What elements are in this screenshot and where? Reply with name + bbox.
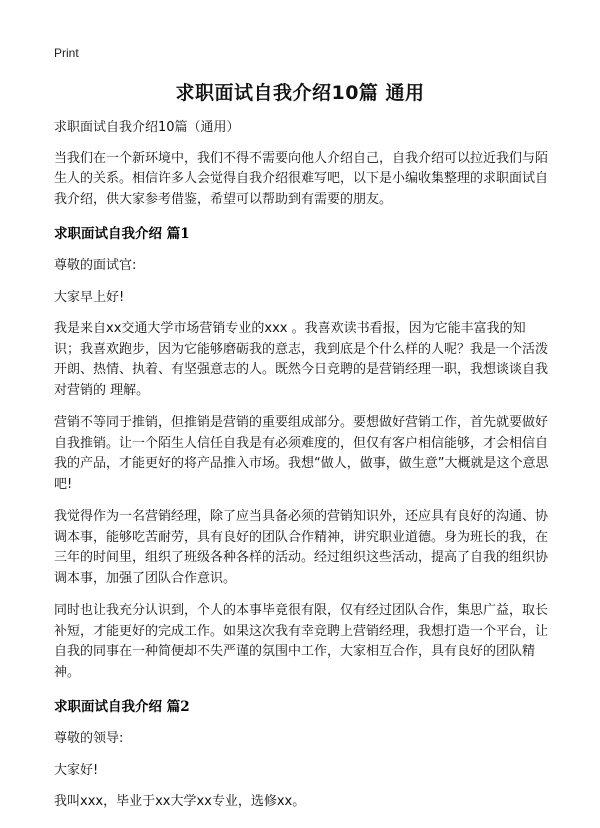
print-label[interactable]: Print — [54, 46, 79, 60]
section2-paragraph-1: 我叫xxx，毕业于xx大学xx专业，选修xx。 — [54, 794, 306, 809]
document-title: 求职面试自我介绍10篇 通用 — [175, 82, 425, 104]
section1-hello: 大家早上好! — [54, 289, 125, 305]
section1-paragraph-3: 我觉得作为一名营销经理，除了应当具备必须的营销知识外，还应具有良好的沟通、协调本事，能够吃苦耐劳，具有良好的团队合作精神，讲究职业道德。身为班长的我，在三年的时间里，组织了班级各种各样的活动。经过组织这些活动，提高了自我的组织协调本事，加强了团队合作意识。 — [54, 509, 549, 586]
document-body — [54, 118, 550, 825]
section1-paragraph-1: 我是来自xx交通大学市场营销专业的xxx 。我喜欢读书看报，因为它能丰富我的知识；我喜欢跑步，因为它能够磨砺我的意志，我到底是个什么样的人呢？我是一个活泼开朗、热情、执着、有坚强意志的人。既然今日竞聘的是营销经理一职，我想谈谈自我对营销的 理解。 — [54, 321, 549, 398]
section1-paragraph-2: 营销不等同于推销，但推销是营销的重要组成部分。要想做好营销工作，首先就要做好自我推销。让一个陌生人信任自我是有必须难度的，但仅有客户相信能够，才会相信自我的产品，才能更好的将产品推入市场。我想“做人，做事，做生意”大概就是这个意思吧! — [54, 415, 549, 492]
section2-greeting: 尊敬的领导: — [54, 731, 124, 746]
section2-hello: 大家好! — [54, 762, 99, 778]
section1-greeting: 尊敬的面试官: — [54, 258, 137, 273]
document-subtitle: 求职面试自我介绍10篇（通用） — [54, 120, 240, 135]
section-heading-2: 求职面试自我介绍 篇2 — [54, 699, 190, 715]
section-heading-1: 求职面试自我介绍 篇1 — [54, 226, 190, 242]
intro-paragraph: 当我们在一个新环境中，我们不得不需要向他人介绍自己，自我介绍可以拉近我们与陌生人的关系。相信许多人会觉得自我介绍很难写吧，以下是小编收集整理的求职面试自我介绍，供大家参考借鉴，希望可以帮助到有需要的朋友。 — [54, 150, 549, 207]
section1-paragraph-4: 同时也让我充分认识到，个人的本事毕竟很有限，仅有经过团队合作，集思广益，取长补短，才能更好的完成工作。如果这次我有幸竞聘上营销经理，我想打造一个平台，让自我的同事在一种简便却不失严谨的氛围中工作，大家相互合作，具有良好的团队精神。 — [54, 603, 549, 680]
